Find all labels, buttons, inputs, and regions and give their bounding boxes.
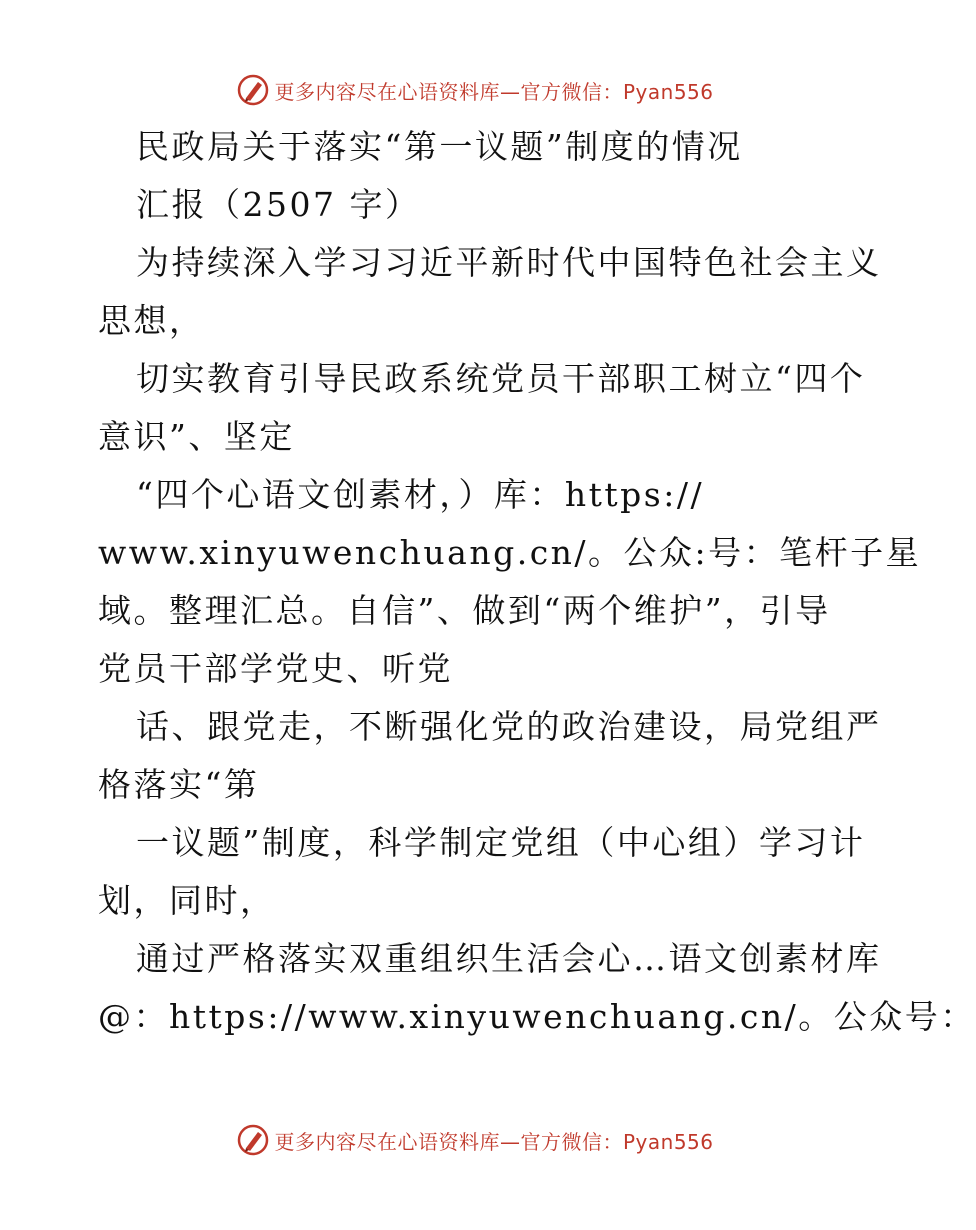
banner-account: Pyan556 [622, 1129, 714, 1154]
header-banner [0, 70, 950, 110]
paragraph-line: 党员干部学党史、听党 [98, 649, 453, 688]
paragraph-line: 为持续深入学习习近平新时代中国特色社会主义 [136, 243, 882, 282]
banner-wechat-label: 官方微信： [520, 79, 623, 104]
pen-logo-icon [236, 73, 270, 107]
paragraph-line: 格落实“第 [98, 765, 260, 804]
banner-text [274, 76, 713, 105]
banner-separator: — [499, 79, 521, 104]
paragraph-line: 一议题”制度，科学制定党组（中心组）学习计 [136, 823, 866, 862]
paragraph-line: 划，同时， [98, 881, 276, 920]
paragraph-line: “四个心语文创素材，）库：https:// [136, 475, 705, 514]
footer-banner [0, 1120, 950, 1160]
banner-account: Pyan556 [622, 79, 714, 104]
paragraph-line: @：https://www.xinyuwenchuang.cn/。公众号： [98, 997, 976, 1036]
banner-title: 更多内容尽在心语资料库 [274, 1129, 500, 1154]
banner-title: 更多内容尽在心语资料库 [274, 79, 500, 104]
banner-separator: — [499, 1129, 521, 1154]
pen-logo-icon [236, 1123, 270, 1157]
paragraph-line: 话、跟党走，不断强化党的政治建设，局党组严 [136, 707, 882, 746]
doc-title-line-1: 民政局关于落实“第一议题”制度的情况 [136, 127, 743, 166]
paragraph-line: 域。整理汇总。自信”、做到“两个维护”，引导 [98, 591, 831, 630]
doc-title-line-2: 汇报（2507 字） [136, 185, 421, 224]
paragraph-line: 通过严格落实双重组织生活会心…语文创素材库 [136, 939, 882, 978]
paragraph-line: 思想， [98, 301, 205, 340]
paragraph-line: 意识”、坚定 [98, 417, 295, 456]
paragraph-line: www.xinyuwenchuang.cn/。公众:号：笔杆子星 [98, 533, 922, 572]
banner-wechat-label: 官方微信： [520, 1129, 623, 1154]
banner-text [274, 1126, 713, 1155]
paragraph-line: 切实教育引导民政系统党员干部职工树立“四个 [136, 359, 866, 398]
document-body [98, 118, 976, 1046]
